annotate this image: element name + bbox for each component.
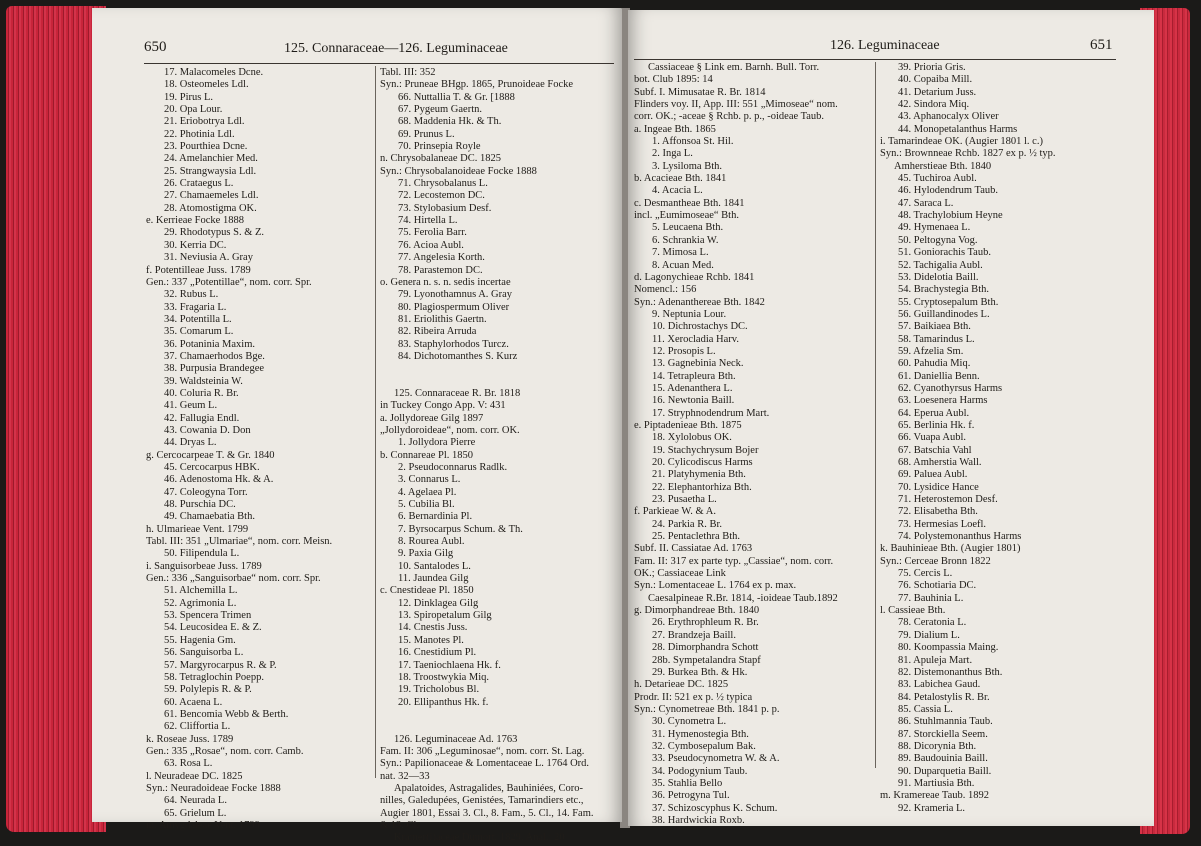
text-line: 16. Cnestidium Pl. — [398, 647, 477, 659]
text-line: 63. Rosa L. — [164, 758, 213, 770]
text-line: 66. Vuapa Aubl. — [898, 432, 967, 444]
text-line: 67. Batschia Vahl — [898, 444, 972, 456]
text-line: Augier 1801, Essai 3. Cl., 8. Fam., 5. Cl., 14. Fam. — [380, 807, 594, 819]
book-page-edges-left — [6, 6, 106, 832]
text-line: 10. Santalodes L. — [398, 560, 471, 572]
text-line: 72. Elisabetha Bth. — [898, 506, 978, 518]
text-line: 61. Bencomia Webb & Berth. — [164, 708, 289, 720]
text-line: Cassiaceae § Link em. Barnh. Bull. Torr. — [648, 62, 820, 73]
text-line: 7. Byrsocarpus Schum. & Th. — [398, 523, 523, 535]
text-line: nilles, Galedupées, Genistées, Tamarindiers etc., — [380, 795, 584, 807]
text-line: 49. Hymenaea L. — [898, 222, 971, 234]
text-line: Syn.: Pruneae BHgp. 1865, Prunoideae Focke — [380, 79, 574, 91]
text-line: 12. Dinklagea Gilg — [398, 597, 479, 609]
text-line: 10. Dichrostachys DC. — [652, 321, 748, 333]
text-line: Kramer(i)aceae Dumort. 1829, Anal.: 20 — [394, 832, 565, 844]
text-line: 3. Lysiloma Bth. — [652, 160, 723, 172]
text-line: Syn.: Chrysobalanoideae Focke 1888 — [380, 165, 537, 177]
text-line: 80. Koompassia Maing. — [898, 642, 999, 654]
text-line: 50. Peltogyna Vog. — [898, 234, 978, 246]
text-line: 77. Angelesia Korth. — [398, 252, 485, 264]
text-line: 51. Goniorachis Taub. — [898, 247, 991, 259]
text-line: 44. Dryas L. — [164, 437, 217, 449]
text-line: 56. Sanguisorba L. — [164, 647, 244, 659]
text-line: Apalatoides, Astragalides, Bauhiniées, Coro- — [394, 782, 583, 794]
text-line: g. Cercocarpeae T. & Gr. 1840 — [146, 449, 275, 461]
text-line: 126. Leguminaceae Ad. 1763 — [394, 733, 518, 745]
text-line: 26. Erythrophleum R. Br. — [652, 617, 759, 629]
text-line: Fam. II: 317 ex parte typ. „Cassiae“, nom. corr. — [634, 555, 834, 567]
text-line: 78. Parastemon DC. — [398, 264, 483, 276]
text-line: 35. Stahlia Bello — [652, 777, 723, 789]
text-line: 32. Rubus L. — [164, 289, 219, 301]
text-line: 62. Cyanothyrsus Harms — [898, 382, 1003, 394]
text-line: 19. Pirus L. — [164, 91, 214, 103]
text-line: bot. Club 1895: 14 — [634, 74, 713, 86]
text-line: c. Cnestideae Pl. 1850 — [380, 585, 474, 597]
text-line: e. Piptadenieae Bth. 1875 — [634, 419, 742, 431]
text-line: 14. Cnestis Juss. — [398, 622, 468, 634]
text-line: m. Amygdaleae Vent. 1799 — [146, 819, 260, 831]
text-line: Syn.: Neuradoideae Focke 1888 — [146, 782, 281, 794]
text-line: 65. Berlinia Hk. f. — [898, 419, 975, 431]
text-line: 6. Schrankia W. — [652, 234, 719, 246]
text-line: Syn.: Adenanthereae Bth. 1842 — [634, 296, 765, 308]
text-line: 74. Hirtella L. — [398, 215, 458, 227]
text-line: in Tuckey Congo App. V: 431 — [380, 400, 506, 412]
text-line: 19. Stachychrysum Bojer — [652, 444, 759, 456]
text-line: 59. Polylepis R. & P. — [164, 684, 252, 696]
text-line: 24. Amelanchier Med. — [164, 153, 258, 165]
text-line: 47. Coleogyna Torr. — [164, 486, 248, 498]
text-line: 42. Sindora Miq. — [898, 99, 970, 111]
text-line: m. Kramereae Taub. 1892 — [880, 790, 989, 802]
text-line: 30. Cynometra L. — [652, 716, 727, 728]
text-line: 83. Labichea Gaud. — [898, 679, 981, 691]
text-line: i. Tamarindeae OK. (Augier 1801 l. c.) — [880, 136, 1043, 148]
text-line: 4. Acacia L. — [652, 185, 703, 197]
text-line: 54. Brachystegia Bth. — [898, 284, 989, 296]
text-line: OK.; Cassiaceae Link — [634, 568, 726, 580]
text-line: 22. Photinia Ldl. — [164, 128, 235, 140]
text-line: 1. Jollydora Pierre — [398, 437, 476, 449]
text-line: n. Chrysobalaneae DC. 1825 — [380, 153, 502, 165]
text-line: 9. Neptunia Lour. — [652, 308, 727, 320]
text-line: Syn.: Cynometreae Bth. 1841 p. p. — [634, 703, 780, 715]
text-line: 2. Inga L. — [652, 148, 693, 160]
text-line: 62. Cliffortia L. — [164, 721, 231, 733]
text-column-1 — [634, 62, 838, 827]
text-line: 41. Geum L. — [164, 400, 218, 412]
text-line: 23. Pusaetha L. — [652, 494, 717, 506]
text-line: a. Jollydoreae Gilg 1897 — [380, 412, 484, 424]
text-line: 45. Cercocarpus HBK. — [164, 462, 260, 473]
text-line: 67. Pygeum Gaertn. — [398, 104, 482, 116]
text-line: f. Parkieae W. & A. — [634, 506, 716, 518]
text-line: Syn.: Papilionaceae & Lomentaceae L. 1764 Ord. — [380, 758, 590, 770]
text-line: 19. Tricholobus Bl. — [398, 684, 480, 696]
text-line: 7. Mimosa L. — [652, 247, 709, 259]
text-line: 37. Schizoscyphus K. Schum. — [652, 802, 778, 814]
text-line: 25. Strangwaysia Ldl. — [164, 165, 257, 177]
text-line: 29. Rhodotypus S. & Z. — [164, 227, 265, 239]
text-line: 40. Coluria R. Br. — [164, 387, 239, 399]
text-line: 33. Fragaria L. — [164, 301, 227, 313]
text-line: 48. Trachylobium Heyne — [898, 210, 1003, 222]
text-line: 48. Purschia DC. — [164, 499, 236, 511]
text-line: g. Dimorphandreae Bth. 1840 — [634, 605, 760, 617]
text-line: incl. „Eumimoseae“ Bth. — [634, 210, 739, 222]
left-page — [92, 8, 622, 844]
text-line: 75. Cercis L. — [898, 568, 953, 580]
text-line: 76. Acioa Aubl. — [398, 239, 464, 251]
text-line: 34. Potentilla L. — [164, 313, 232, 325]
text-line: 17. Stryphnodendrum Mart. — [652, 407, 770, 419]
header-rule — [144, 63, 614, 64]
text-line: 68. Amherstia Wall. — [898, 457, 982, 468]
text-line: 36. Potaninia Maxim. — [164, 338, 255, 350]
text-line: 64. Eperua Aubl. — [898, 407, 970, 419]
text-line: 41. Detarium Juss. — [898, 86, 977, 98]
text-line: 21. Eriobotrya Ldl. — [164, 116, 245, 128]
text-line: 36. Petrogyna Tul. — [652, 790, 730, 802]
text-line: 45. Tuchiroa Aubl. — [898, 173, 977, 185]
text-line: 92. Krameria L. — [898, 802, 966, 814]
text-line: 30. Kerria DC. — [164, 239, 227, 251]
text-line — [380, 363, 594, 375]
text-line: & 13. Cl. — [380, 819, 420, 831]
text-line: 52. Agrimonia L. — [164, 597, 237, 609]
text-line: 73. Hermesias Loefl. — [898, 518, 987, 530]
text-line: 53. Spencera Trimen — [164, 610, 252, 622]
text-line: 69. Paluea Aubl. — [898, 469, 968, 481]
text-line: 58. Tamarindus L. — [898, 333, 975, 345]
text-column-2 — [380, 67, 594, 845]
column-divider — [375, 66, 376, 778]
text-line: 23. Pourthiea Dcne. — [164, 141, 248, 153]
text-line: 1. Affonsoa St. Hil. — [652, 136, 734, 148]
text-line: 51. Alchemilla L. — [164, 585, 238, 597]
text-line: 18. Xylolobus OK. — [652, 432, 732, 444]
text-line: 81. Apuleja Mart. — [898, 654, 973, 666]
text-line: 35. Comarum L. — [164, 326, 234, 338]
text-line: 17. Malacomeles Dcne. — [164, 67, 264, 78]
text-line: 16. Newtonia Baill. — [652, 395, 735, 407]
text-line: 49. Chamaebatia Bth. — [164, 511, 255, 523]
text-line: 17. Taeniochlaena Hk. f. — [398, 659, 501, 671]
text-line: 33. Pseudocynometra W. & A. — [652, 753, 780, 765]
text-line: 21. Platyhymenia Bth. — [652, 469, 746, 481]
text-line: 87. Storckiella Seem. — [898, 728, 988, 740]
text-line: 71. Heterostemon Desf. — [898, 494, 998, 506]
text-line: 68. Maddenia Hk. & Th. — [398, 116, 502, 128]
text-line: 86. Stuhlmannia Taub. — [898, 716, 993, 728]
text-line: l. Neuradeae DC. 1825 — [146, 770, 243, 782]
text-line: „Jollydoroideae“, nom. corr. OK. — [380, 424, 520, 436]
text-line: 32. Cymbosepalum Bak. — [652, 740, 756, 752]
text-line: 57. Margyrocarpus R. & P. — [164, 659, 277, 671]
text-line: 18. Osteomeles Ldl. — [164, 79, 249, 91]
text-line: 11. Jaundea Gilg — [398, 573, 469, 585]
text-line: b. Connareae Pl. 1850 — [380, 449, 474, 461]
text-line: 55. Cryptosepalum Bth. — [898, 296, 999, 308]
text-line: 83. Staphylorhodos Turcz. — [398, 338, 509, 350]
running-head: 125. Connaraceae—126. Leguminaceae — [284, 41, 508, 56]
text-line: 57. Baikiaea Bth. — [898, 321, 971, 333]
text-line — [380, 709, 594, 721]
text-line: 76. Schotiaria DC. — [898, 580, 977, 592]
text-line: 88. Dicorynia Bth. — [898, 740, 977, 752]
text-line: 38. Purpusia Brandegee — [164, 363, 265, 375]
text-line: 27. Brandzeja Baill. — [652, 629, 736, 641]
text-line: a. Ingeae Bth. 1865 — [634, 123, 716, 135]
text-line: 8. Acuan Med. — [652, 259, 714, 271]
text-line: 20. Cylicodiscus Harms — [652, 457, 753, 468]
text-line: 60. Pahudia Miq. — [898, 358, 971, 370]
text-line: 31. Neviusia A. Gray — [164, 252, 253, 264]
text-line: 53. Didelotia Baill. — [898, 271, 979, 283]
text-line: 28. Atomostigma OK. — [164, 202, 257, 214]
text-line: 26. Crataegus L. — [164, 178, 234, 190]
text-line: 43. Aphanocalyx Oliver — [898, 111, 999, 123]
text-line: b. Acacieae Bth. 1841 — [634, 173, 727, 185]
text-line: 3. Connarus L. — [398, 474, 461, 486]
text-line: k. Roseae Juss. 1789 — [146, 733, 234, 745]
text-line: l. Cassieae Bth. — [880, 605, 946, 617]
text-line: 13. Spiropetalum Gilg — [398, 610, 492, 622]
text-line: 63. Loesenera Harms — [898, 395, 988, 407]
text-line: Prodr. II: 521 ex p. ½ typica — [634, 691, 753, 703]
text-line: f. Potentilleae Juss. 1789 — [146, 264, 251, 276]
text-line: 38. Hardwickia Roxb. — [652, 814, 745, 826]
text-line: nat. 32—33 — [380, 770, 430, 782]
text-line: Syn.: Lomentaceae L. 1764 ex p. max. — [634, 580, 797, 592]
text-line: Gen.: 337 „Potentillae“, nom. corr. Spr. — [146, 276, 312, 288]
text-line: 22. Elephantorhiza Bth. — [652, 481, 752, 493]
text-line: 52. Tachigalia Aubl. — [898, 259, 983, 271]
text-line: 20. Opa Lour. — [164, 104, 223, 116]
text-line: 81. Eriolithis Gaertn. — [398, 313, 487, 325]
text-line: 37. Chamaerhodos Bge. — [164, 350, 265, 362]
text-line: h. Detarieae DC. 1825 — [634, 679, 729, 691]
text-line: 43. Cowania D. Don — [164, 424, 251, 436]
text-line: 40. Copaiba Mill. — [898, 74, 973, 86]
text-line: Amherstieae Bth. 1840 — [894, 160, 992, 172]
text-line: 39. Waldsteinia W. — [164, 375, 243, 387]
text-line: 79. Lyonothamnus A. Gray — [398, 289, 513, 301]
page-number: 650 — [144, 39, 167, 55]
text-line: 91. Martiusia Bth. — [898, 777, 975, 789]
text-line: 60. Acaena L. — [164, 696, 223, 708]
text-line: i. Sanguisorbeae Juss. 1789 — [146, 560, 262, 572]
text-line — [380, 376, 594, 388]
text-line: 58. Tetraglochin Poepp. — [164, 671, 264, 683]
text-line: 46. Adenostoma Hk. & A. — [164, 474, 274, 486]
text-line: 4. Agelaea Pl. — [398, 486, 457, 498]
text-line: 61. Daniellia Benn. — [898, 370, 980, 382]
text-line: 44. Monopetalanthus Harms — [898, 123, 1018, 135]
text-column-1 — [146, 67, 332, 832]
text-line: 2. Pseudoconnarus Radlk. — [398, 462, 508, 473]
text-line: 84. Petalostylis R. Br. — [898, 691, 990, 703]
text-line: 80. Plagiospermum Oliver — [398, 301, 510, 313]
text-line: 42. Fallugia Endl. — [164, 412, 240, 424]
text-line: corr. OK.; -aceae § Rchb. p. p., -oideae Taub. — [634, 111, 825, 123]
text-line: k. Bauhinieae Bth. (Augier 1801) — [880, 543, 1021, 555]
text-line: 24. Parkia R. Br. — [652, 518, 722, 530]
text-line: 89. Baudouinia Baill. — [898, 753, 988, 765]
text-line: 66. Nuttallia T. & Gr. [1888 — [398, 91, 515, 103]
text-line: Fam. II: 306 „Leguminosae“, nom. corr. St. Lag. — [380, 745, 585, 757]
text-line: 90. Duparquetia Baill. — [898, 765, 992, 777]
text-line: 82. Ribeira Arruda — [398, 326, 477, 338]
text-line: Subf. II. Cassiatae Ad. 1763 — [634, 543, 753, 555]
text-line: Tabl. III: 351 „Ulmariae“, nom. corr. Meisn. — [146, 536, 333, 548]
text-line — [380, 721, 594, 733]
text-line: 15. Manotes Pl. — [398, 634, 464, 646]
text-line: 85. Cassia L. — [898, 703, 953, 715]
text-line: 5. Leucaena Bth. — [652, 222, 724, 234]
text-line: 14. Tetrapleura Bth. — [652, 370, 736, 382]
text-line: 79. Dialium L. — [898, 629, 960, 641]
text-line: 18. Troostwykia Miq. — [398, 671, 490, 683]
text-line: 6. Bernardinia Pl. — [398, 511, 473, 523]
text-line: 78. Ceratonia L. — [898, 617, 967, 629]
text-line: h. Ulmarieae Vent. 1799 — [146, 523, 249, 535]
page-number: 651 — [1090, 37, 1113, 53]
text-line: 28. Dimorphandra Schott — [652, 642, 759, 654]
text-line: 56. Guillandinodes L. — [898, 308, 990, 320]
text-line: 5. Cubilia Bl. — [398, 499, 455, 511]
text-line: 70. Prinsepia Royle — [398, 141, 481, 153]
text-line: Gen.: 336 „Sanguisorbae“ nom. corr. Spr. — [146, 573, 321, 585]
text-line: 50. Filipendula L. — [164, 548, 240, 560]
text-line: d. Lagonychieae Rchb. 1841 — [634, 271, 755, 283]
text-line: o. Genera n. s. n. sedis incertae — [380, 276, 511, 288]
text-line: Syn.: Brownneae Rchb. 1827 ex p. ½ typ. — [880, 148, 1056, 160]
header-rule — [634, 59, 1116, 60]
text-line: 31. Hymenostegia Bth. — [652, 728, 749, 740]
right-page — [628, 10, 1154, 826]
text-line: Subf. I. Mimusatae R. Br. 1814 — [634, 86, 766, 98]
text-line: 77. Bauhinia L. — [898, 592, 964, 604]
text-column-2 — [880, 62, 1056, 815]
text-line: 65. Grielum L. — [164, 807, 227, 819]
text-line: 34. Podogynium Taub. — [652, 765, 748, 777]
text-line: 125. Connaraceae R. Br. 1818 — [394, 387, 521, 399]
text-line: 55. Hagenia Gm. — [164, 634, 236, 646]
text-line: 39. Prioria Gris. — [898, 62, 966, 73]
text-line: Gen.: 335 „Rosae“, nom. corr. Camb. — [146, 745, 304, 757]
text-line: 46. Hylodendrum Taub. — [898, 185, 998, 197]
text-line: 82. Distemonanthus Bth. — [898, 666, 1003, 678]
text-line: 11. Xerocladia Harv. — [652, 333, 739, 345]
text-line: Flinders voy. II, App. III: 551 „Mimoseae“ nom. — [634, 99, 838, 111]
running-head: 126. Leguminaceae — [830, 38, 940, 53]
text-line: e. Kerrieae Focke 1888 — [146, 215, 244, 227]
text-line: 8. Rourea Aubl. — [398, 536, 465, 548]
text-line: 13. Gagnebinia Neck. — [652, 358, 744, 370]
text-line: 25. Pentaclethra Bth. — [652, 531, 741, 543]
text-line: 59. Afzelia Sm. — [898, 345, 964, 357]
text-line: 54. Leucosidea E. & Z. — [164, 622, 262, 634]
text-line: Syn.: Cerceae Bronn 1822 — [880, 555, 991, 567]
text-line: 15. Adenanthera L. — [652, 382, 733, 394]
text-line: Caesalpineae R.Br. 1814, -ioideae Taub.1892 — [648, 592, 838, 604]
text-line: 84. Dichotomanthes S. Kurz — [398, 350, 518, 362]
text-line: 47. Saraca L. — [898, 197, 954, 209]
text-line: 74. Polystemonanthus Harms — [898, 531, 1022, 543]
column-divider — [875, 62, 876, 768]
text-line: 20. Ellipanthus Hk. f. — [398, 696, 489, 708]
text-line: c. Desmantheae Bth. 1841 — [634, 197, 745, 209]
text-line: 27. Chamaemeles Ldl. — [164, 190, 259, 202]
text-line: 12. Prosopis L. — [652, 345, 716, 357]
text-line: 29. Burkea Bth. & Hk. — [652, 666, 748, 678]
text-line: 75. Ferolia Barr. — [398, 227, 467, 239]
text-line: 69. Prunus L. — [398, 128, 455, 140]
text-line: 64. Neurada L. — [164, 795, 227, 807]
text-line: 71. Chrysobalanus L. — [398, 178, 488, 190]
text-line: 70. Lysidice Hance — [898, 481, 979, 493]
text-line: Tabl. III: 352 — [380, 67, 436, 78]
text-line: Nomencl.: 156 — [634, 284, 697, 296]
text-line: 73. Stylobasium Desf. — [398, 202, 492, 214]
text-line: 72. Lecostemon DC. — [398, 190, 485, 202]
text-line: 9. Paxia Gilg — [398, 548, 454, 560]
text-line: 28b. Sympetalandra Stapf — [652, 654, 761, 666]
